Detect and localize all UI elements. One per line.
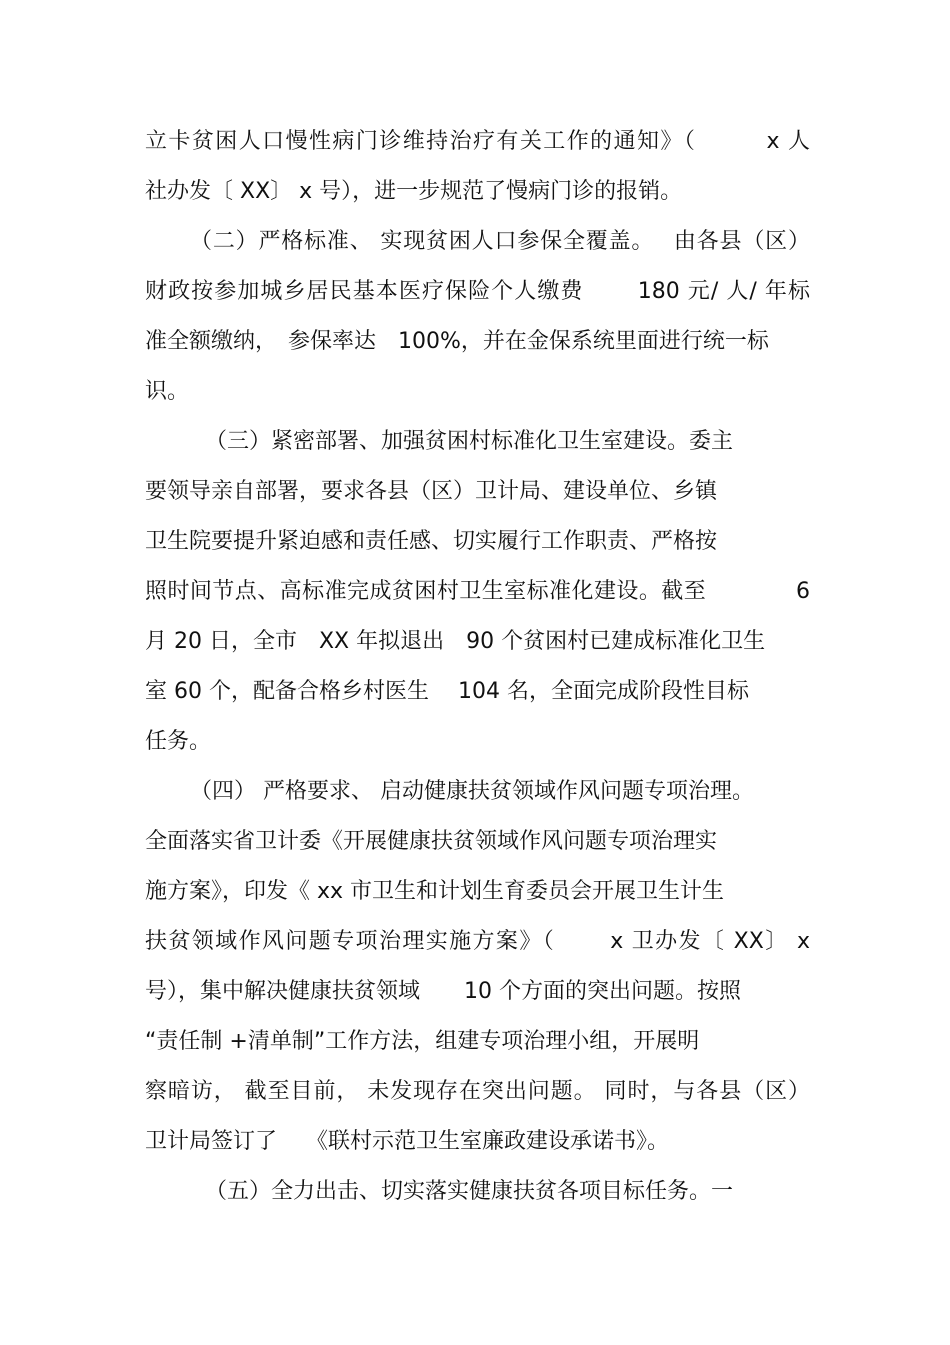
text-line: 扶贫领域作风问题专项治理实施方案》（ x 卫办发〔 XX〕 x xyxy=(145,929,810,954)
text-line: 任务。 xyxy=(145,729,212,754)
text-line: 要领导亲自部署，要求各县（区）卫计局、建设单位、乡镇 xyxy=(145,479,718,504)
text-line: 识。 xyxy=(145,379,190,404)
text-line: 卫生院要提升紧迫感和责任感、切实履行工作职责、严格按 xyxy=(145,529,718,554)
paragraph-heading-3: （三）紧密部署、加强贫困村标准化卫生室建设。委主 xyxy=(205,429,734,454)
paragraph-heading-2: （二）严格标准、 实现贫困人口参保全覆盖。 由各县（区） xyxy=(190,229,810,254)
text-line: 室 60 个，配备合格乡村医生 104 名，全面完成阶段性目标 xyxy=(145,679,749,704)
text-line: 立卡贫困人口慢性病门诊维持治疗有关工作的通知》（ x 人 xyxy=(145,129,810,154)
paragraph-heading-4: （四） 严格要求、 启动健康扶贫领域作风问题专项治理。 xyxy=(190,779,754,804)
paragraph-heading-5: （五）全力出击、切实落实健康扶贫各项目标任务。一 xyxy=(205,1179,734,1204)
text-line: 施方案》，印发《 xx 市卫生和计划生育委员会开展卫生计生 xyxy=(145,879,725,904)
text-line: 照时间节点、高标准完成贫困村卫生室标准化建设。截至 6 xyxy=(145,579,810,604)
text-line: 察暗访， 截至目前， 未发现存在突出问题。 同时，与各县（区） xyxy=(145,1079,810,1104)
text-line: 号），集中解决健康扶贫领域 10 个方面的突出问题。按照 xyxy=(145,979,741,1004)
text-line: 月 20 日，全市 XX 年拟退出 90 个贫困村已建成标准化卫生 xyxy=(145,629,766,654)
text-line: 财政按参加城乡居民基本医疗保险个人缴费 180 元/ 人/ 年标 xyxy=(145,279,810,304)
text-line: 卫计局签订了 《联村示范卫生室廉政建设承诺书》。 xyxy=(145,1129,669,1154)
text-line: 准全额缴纳， 参保率达 100%，并在金保系统里面进行统一标 xyxy=(145,329,769,354)
text-line: 全面落实省卫计委《开展健康扶贫领域作风问题专项治理实 xyxy=(145,829,718,854)
text-line: 社办发〔 XX〕 x 号），进一步规范了慢病门诊的报销。 xyxy=(145,179,683,204)
text-line: “责任制 +清单制”工作方法，组建专项治理小组，开展明 xyxy=(145,1029,700,1054)
